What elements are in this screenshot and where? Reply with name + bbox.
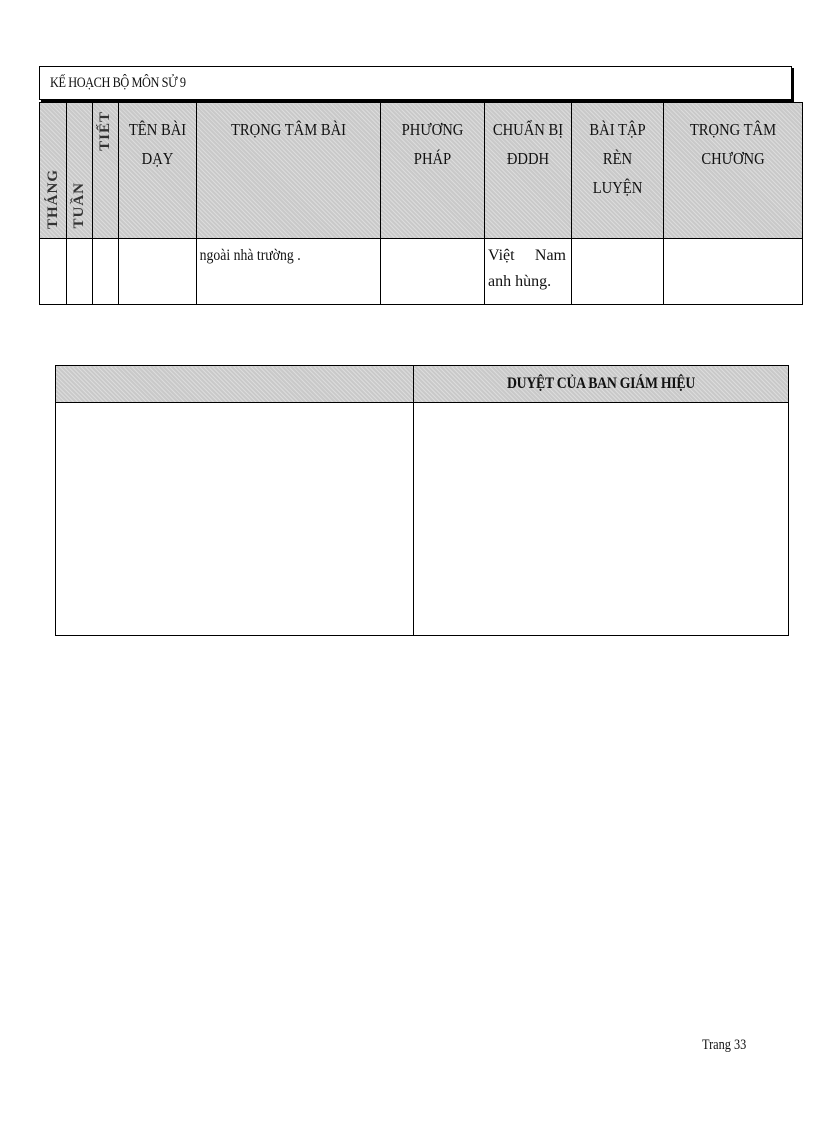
approval-right-header: DUYỆT CỦA BAN GIÁM HIỆU: [414, 366, 789, 403]
document-title-box: [39, 66, 792, 100]
header-tiet: TIẾT: [93, 103, 119, 239]
chuan-bi-word-2: Nam: [534, 247, 566, 264]
cell-bai-tap-ren-luyen: [572, 239, 664, 305]
header-tuan: TUẦN: [67, 103, 93, 239]
cell-tuan: [67, 239, 93, 305]
plan-header-row: [40, 103, 803, 239]
header-trong-tam-bai: TRỌNG TÂM BÀI: [197, 103, 381, 239]
cell-thang: [40, 239, 67, 305]
header-ten-bai-day: TÊN BÀI DẠY: [119, 103, 197, 239]
header-bai-tap-ren-luyen: BÀI TẬP RÈN LUYỆN: [572, 103, 664, 239]
page-number: Trang 33: [702, 1037, 747, 1053]
approval-table: [55, 365, 789, 636]
approval-left-header: [56, 366, 414, 403]
lesson-plan-table: [39, 102, 803, 305]
cell-chuan-bi-ddh: [485, 239, 572, 305]
header-phuong-phap: PHƯƠNG PHÁP: [381, 103, 485, 239]
cell-trong-tam-bai: ngoài nhà trường .: [197, 239, 381, 305]
header-thang: THÁNG: [40, 103, 67, 239]
chuan-bi-word-1: Việt: [488, 247, 515, 264]
approval-header-row: [56, 366, 789, 403]
approval-body-row: [56, 403, 789, 636]
plan-row: [40, 239, 803, 305]
approval-left-cell: [56, 403, 414, 636]
header-chuan-bi-ddh: CHUẨN BỊ ĐDDH: [485, 103, 572, 239]
chuan-bi-line-2: anh hùng.: [488, 273, 552, 290]
approval-right-cell: [414, 403, 789, 636]
cell-trong-tam-chuong: [664, 239, 803, 305]
header-trong-tam-chuong: TRỌNG TÂM CHƯƠNG: [664, 103, 803, 239]
cell-phuong-phap: [381, 239, 485, 305]
document-title: KẾ HOẠCH BỘ MÔN SỬ 9: [50, 75, 186, 91]
cell-tiet: [93, 239, 119, 305]
cell-ten-bai-day: [119, 239, 197, 305]
